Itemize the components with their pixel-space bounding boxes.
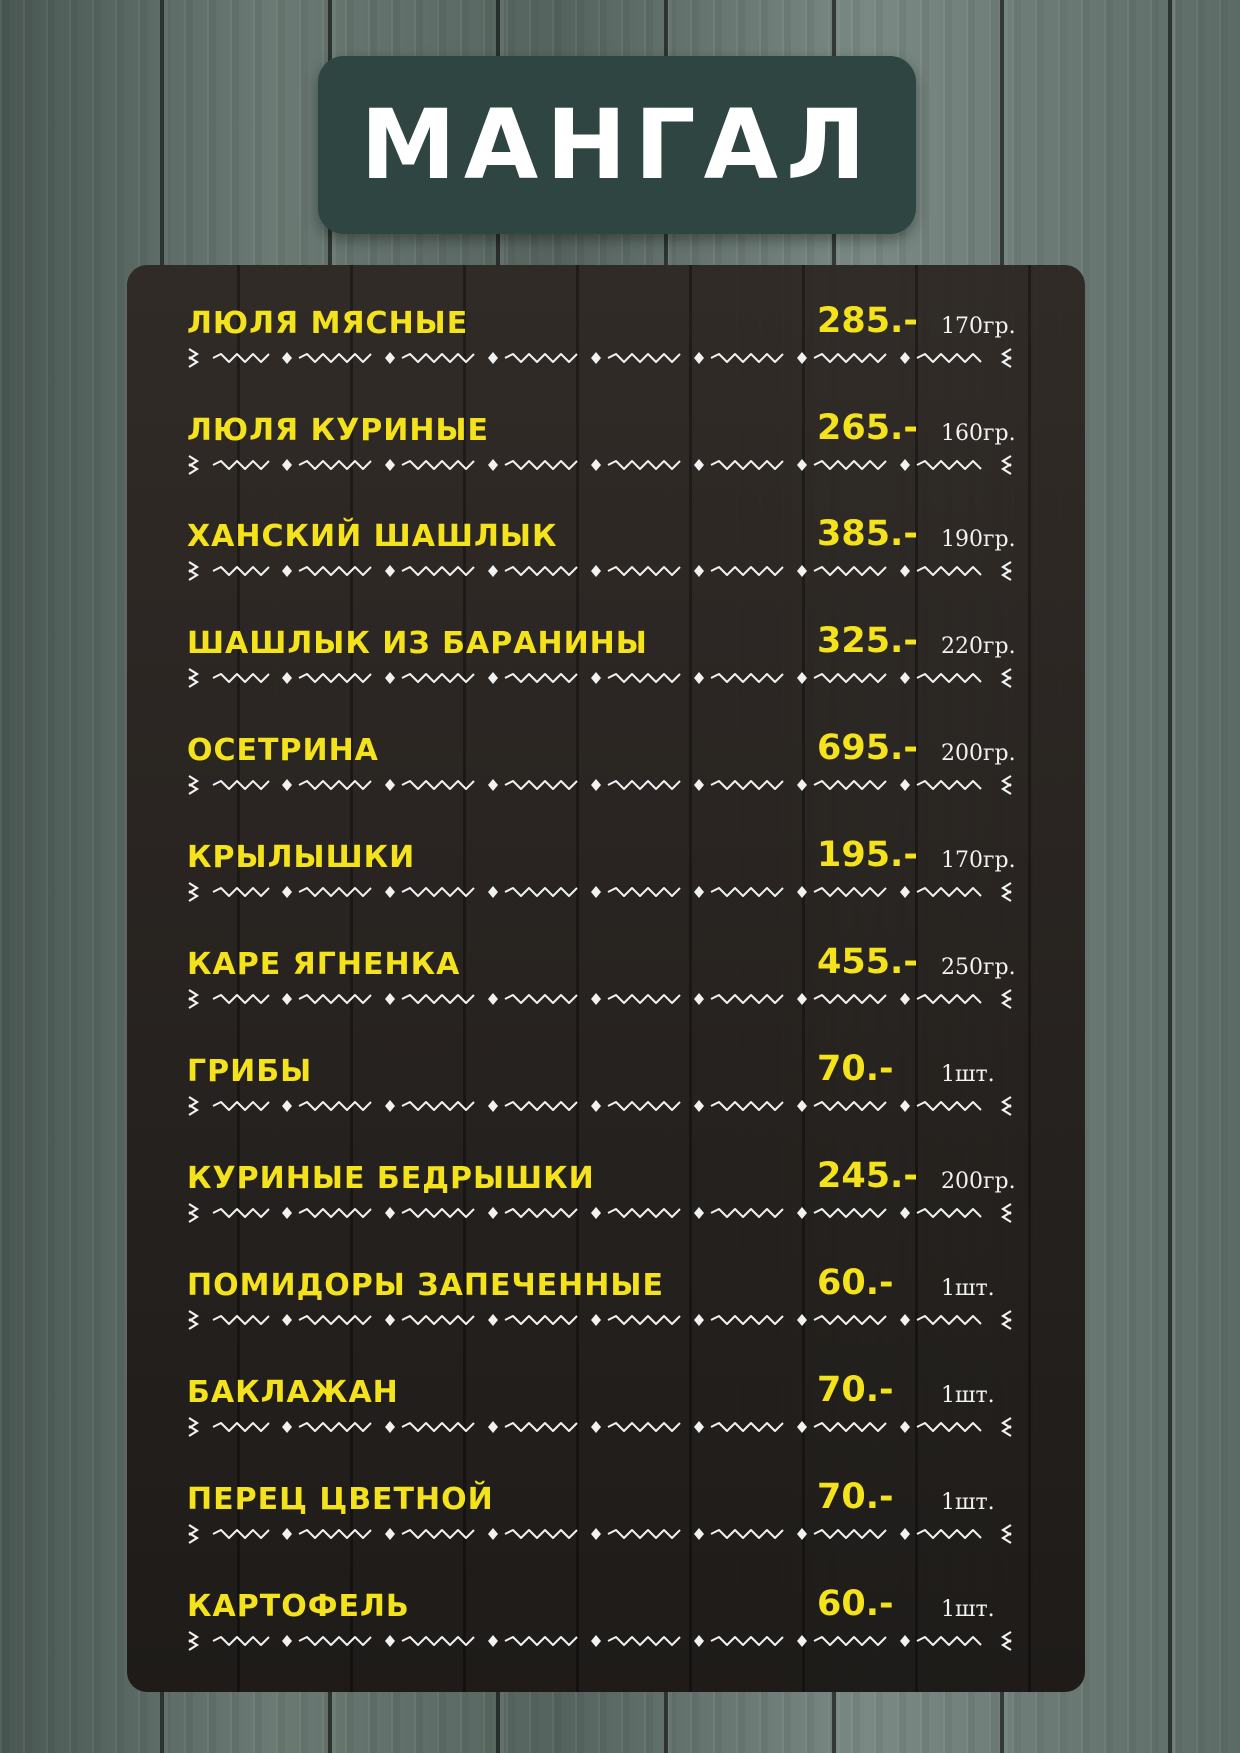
ornament-divider [187,1519,1013,1549]
ornament-divider [187,663,1013,693]
menu-item-name: КУРИНЫЕ БЕДРЫШКИ [187,1161,595,1196]
menu-item-name: ЛЮЛЯ КУРИНЫЕ [187,413,490,448]
ornament-divider [187,1626,1013,1656]
menu-item-name: ПОМИДОРЫ ЗАПЕЧЕННЫЕ [187,1268,664,1303]
menu-item-price: 70.- [817,1049,894,1089]
menu-item [187,1257,1013,1364]
menu-item-name: ПЕРЕЦ ЦВЕТНОЙ [187,1482,494,1517]
ornament-divider [187,343,1013,373]
ornament-divider [187,556,1013,586]
menu-item-price: 60.- [817,1584,894,1624]
menu-item-name: БАКЛАЖАН [187,1375,399,1410]
menu-item-weight: 1шт. [941,1276,995,1301]
menu-item-name: КАРЕ ЯГНЕНКА [187,947,461,982]
menu-item-weight: 220гр. [941,634,1016,659]
ornament-divider [187,877,1013,907]
ornament-divider [187,450,1013,480]
menu-item-price: 695.- [817,728,918,768]
menu-item [187,402,1016,509]
menu-item-price: 70.- [817,1370,894,1410]
menu-item-weight: 200гр. [941,1169,1016,1194]
menu-item-price: 70.- [817,1477,894,1517]
menu-item-weight: 200гр. [941,741,1016,766]
menu-item-weight: 250гр. [941,955,1016,980]
menu-item-price: 195.- [817,835,918,875]
menu-item-price: 265.- [817,408,918,448]
menu-item [187,1471,1013,1578]
menu-item-name: КРЫЛЫШКИ [187,840,416,875]
menu-item [187,508,1016,615]
menu-item-price: 285.- [817,301,918,341]
ornament-divider [187,1412,1013,1442]
ornament-divider [187,1305,1013,1335]
menu-item [187,1150,1016,1257]
menu-title: МАНГАЛ [360,89,874,201]
menu-item-price: 325.- [817,621,918,661]
ornament-divider [187,1198,1013,1228]
menu-item-weight: 1шт. [941,1383,995,1408]
menu-item-name: ШАШЛЫК ИЗ БАРАНИНЫ [187,626,648,661]
menu-item-price: 60.- [817,1263,894,1303]
menu-item-name: ХАНСКИЙ ШАШЛЫК [187,519,558,554]
menu-item-name: КАРТОФЕЛЬ [187,1589,410,1624]
ornament-divider [187,984,1013,1014]
menu-item [187,615,1016,722]
menu-item-price: 455.- [817,942,918,982]
menu-item-weight: 1шт. [941,1490,995,1515]
menu-item [187,1578,1013,1685]
menu-item [187,829,1016,936]
menu-item-price: 245.- [817,1156,918,1196]
menu-item-weight: 1шт. [941,1597,995,1622]
menu-item-weight: 170гр. [941,848,1016,873]
menu-item-weight: 190гр. [941,527,1016,552]
menu-item [187,1043,1013,1150]
menu-item-weight: 170гр. [941,314,1016,339]
ornament-divider [187,770,1013,800]
menu-item-weight: 160гр. [941,421,1016,446]
menu-item [187,295,1016,402]
menu-item-name: ОСЕТРИНА [187,733,379,768]
menu-item-name: ЛЮЛЯ МЯСНЫЕ [187,306,469,341]
title-plate [318,56,916,234]
menu-item-weight: 1шт. [941,1062,995,1087]
menu-item [187,722,1016,829]
menu-item-price: 385.- [817,514,918,554]
menu-item [187,936,1016,1043]
ornament-divider [187,1091,1013,1121]
menu-item [187,1364,1013,1471]
menu-item-name: ГРИБЫ [187,1054,313,1089]
